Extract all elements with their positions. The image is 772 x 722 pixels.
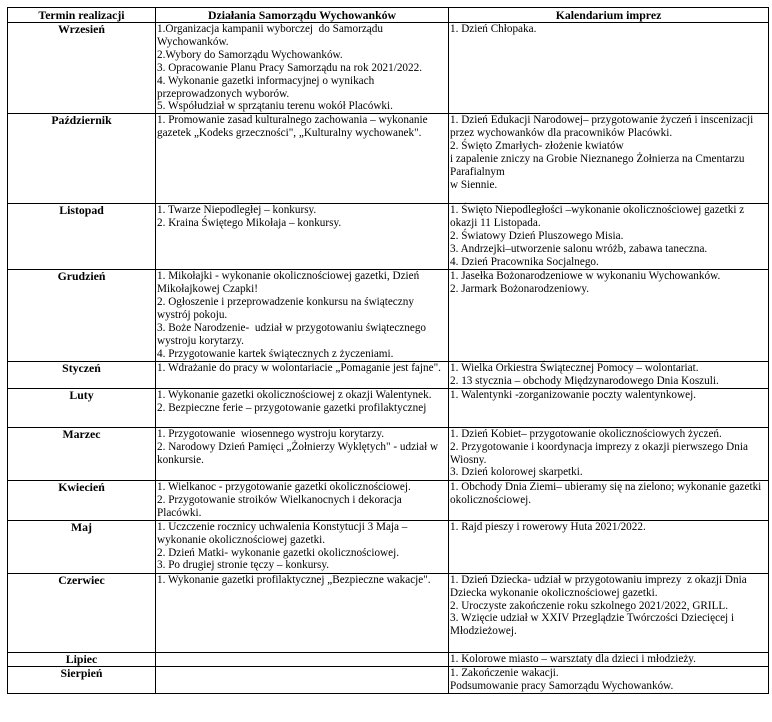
table-row (8, 480, 769, 520)
month-cell: Kwiecień (8, 480, 156, 520)
events-cell (449, 388, 769, 427)
actions-cell (156, 666, 449, 693)
events-cell (449, 361, 769, 388)
actions-list (157, 428, 447, 467)
event-item: 2. Uroczyste zakończenie roku szkolnego 2021/2022, GRILL. (450, 599, 729, 612)
actions-cell (156, 480, 449, 520)
table-row (8, 114, 769, 204)
event-item: 1. Dzień Dziecka- udział w przygotowaniu imprezy z okazji Dnia Dziecka wykonanie okolicznościowej gazetki. (450, 573, 750, 599)
month-cell: Lipiec (8, 652, 156, 666)
table-row (8, 520, 769, 573)
action-item: 1. Twarze Niepodległej – konkursy. (157, 204, 317, 217)
table-row (8, 388, 769, 427)
actions-cell (156, 270, 449, 361)
actions-cell (156, 520, 449, 573)
events-list (450, 204, 767, 269)
event-item: Podsumowanie pracy Samorządu Wychowanków. (450, 679, 674, 692)
events-list (450, 481, 767, 507)
table-row (8, 361, 769, 388)
event-item: 2. Jarmark Bożonarodzeniowy. (450, 283, 590, 296)
actions-list (157, 23, 447, 113)
event-item: i zapalenie zniczy na Grobie Nieznanego Żołnierza na Cmentarzu Parafialnym (450, 153, 748, 178)
action-item: 1. Wykonanie gazetki profilaktycznej „Bezpieczne wakacje". (157, 573, 431, 586)
actions-cell (156, 427, 449, 480)
action-item: 4. Wykonanie gazetki informacyjnej o wynikach przeprowadzonych wyborów. (157, 74, 378, 100)
events-list (450, 653, 767, 666)
header-dzialania: Działania Samorządu Wychowanków (156, 8, 449, 23)
header-row (8, 8, 769, 23)
action-item: 1. Przygotowanie wiosennego wystroju korytarzy. (157, 427, 385, 440)
actions-list (157, 389, 447, 415)
table-row (8, 652, 769, 666)
event-item: 1. Dzień Chłopaka. (450, 23, 537, 35)
event-item: 3. Andrzejki–utworzenie salonu wróżb, zabawa taneczna. (450, 243, 708, 256)
actions-cell (156, 573, 449, 652)
actions-list (157, 114, 447, 140)
event-item: 1. Zakończenie wakacji. (450, 666, 559, 679)
month-cell: Grudzień (8, 270, 156, 361)
events-list (450, 114, 767, 191)
actions-list (157, 574, 447, 587)
events-list (450, 667, 767, 693)
events-cell (449, 270, 769, 361)
action-item: 3. Po drugiej stronie tęczy – konkursy. (157, 559, 330, 572)
event-item: w Siennie. (450, 178, 498, 191)
actions-cell (156, 23, 449, 114)
events-cell (449, 204, 769, 270)
month-cell: Czerwiec (8, 573, 156, 652)
action-item: 1. Uczczenie rocznicy uchwalenia Konstytucji 3 Maja – wykonanie okolicznościowej gazetki. (157, 520, 411, 546)
events-cell (449, 666, 769, 693)
event-item: 1. Obchody Dnia Ziemi– ubieramy się na zielono; wykonanie gazetki okolicznościowej. (450, 480, 765, 506)
action-item: 3. Opracowanie Planu Pracy Samorządu na rok 2021/2022. (157, 61, 423, 74)
month-cell: Październik (8, 114, 156, 204)
actions-cell (156, 388, 449, 427)
month-cell: Maj (8, 520, 156, 573)
actions-list (157, 521, 447, 573)
month-cell: Sierpień (8, 666, 156, 693)
action-item: 2. Ogłoszenie i przeprowadzenie konkursu na świąteczny wystrój pokoju. (157, 296, 417, 322)
event-item: 1. Wielka Orkiestra Świątecznej Pomocy – wolontariat. (450, 361, 699, 374)
month-cell: Wrzesień (8, 23, 156, 114)
event-item: 2. 13 stycznia – obchody Międzynarodowego Dnia Koszuli. (450, 374, 719, 387)
events-list (450, 521, 767, 534)
plan-table (7, 7, 769, 694)
table-row (8, 204, 769, 270)
action-item: 1. Wielkanoc - przygotowanie gazetki okolicznościowej. (157, 480, 411, 493)
event-item: 1. Dzień Kobiet– przygotowanie okolicznościowych życzeń. (450, 427, 722, 440)
actions-list (157, 204, 447, 230)
table-row (8, 23, 769, 114)
action-item: 1.Organizacja kampanii wyborczej do Samorządu Wychowanków. (157, 23, 386, 48)
action-item: 2. Kraina Świętego Mikołaja – konkursy. (157, 217, 342, 230)
actions-list (157, 481, 447, 520)
action-item: 5. Współudział w sprzątaniu terenu wokół Placówki. (157, 100, 393, 113)
events-list (450, 270, 767, 296)
table-row (8, 573, 769, 652)
action-item: 1. Mikołajki - wykonanie okolicznościowej gazetki, Dzień Mikołajkowej Czapki! (157, 270, 423, 296)
event-item: 2. Światowy Dzień Pluszowego Misia. (450, 230, 624, 243)
action-item: 2. Narodowy Dzień Pamięci „Żołnierzy Wyklętych" - udział w konkursie. (157, 440, 441, 466)
table-row (8, 427, 769, 480)
event-item: 1. Rajd pieszy i rowerowy Huta 2021/2022. (450, 520, 646, 533)
month-cell: Styczeń (8, 361, 156, 388)
events-cell (449, 480, 769, 520)
events-cell (449, 23, 769, 114)
actions-cell (156, 204, 449, 270)
header-kalendarium: Kalendarium imprez (449, 8, 769, 23)
header-termin: Termin realizacji (8, 8, 156, 23)
table-body (8, 23, 769, 694)
event-item: 1. Jasełka Bożonarodzeniowe w wykonaniu Wychowanków. (450, 270, 721, 283)
event-item: 3. Wzięcie udział w XXIV Przeglądzie Twórczości Dziecięcej i Młodzieżowej. (450, 612, 737, 638)
event-item: 2. Święto Zmarłych- złożenie kwiatów (450, 140, 624, 153)
month-cell: Luty (8, 388, 156, 427)
action-item: 2. Bezpieczne ferie – przygotowanie gazetki profilaktycznej (157, 401, 427, 414)
event-item: 4. Dzień Pracownika Socjalnego. (450, 255, 599, 268)
event-item: 1. Dzień Edukacji Narodowej– przygotowanie życzeń i inscenizacji przez wychowanków dla pracowników Placówki. (450, 114, 756, 140)
events-list (450, 23, 767, 36)
events-cell (449, 520, 769, 573)
events-cell (449, 114, 769, 204)
action-item: 1. Promowanie zasad kulturalnego zachowania – wykonanie gazetek „Kodeks grzeczności", „Kulturalny wychowanek". (157, 114, 431, 140)
action-item: 2. Dzień Matki- wykonanie gazetki okolicznościowej. (157, 546, 400, 559)
action-item: 1. Wdrażanie do pracy w wolontariacie „Pomaganie jest fajne". (157, 361, 441, 374)
event-item: 1. Kolorowe miasto – warsztaty dla dzieci i młodzieży. (450, 652, 696, 665)
event-item: 1. Święto Niepodległości –wykonanie okolicznościowej gazetki z okazji 11 Listopada. (450, 204, 748, 230)
table-row (8, 666, 769, 693)
action-item: 4. Przygotowanie kartek świątecznych z życzeniami. (157, 347, 394, 360)
month-cell: Marzec (8, 427, 156, 480)
events-list (450, 428, 767, 480)
event-item: 3. Dzień kolorowej skarpetki. (450, 466, 583, 479)
events-cell (449, 573, 769, 652)
actions-list (157, 362, 447, 375)
actions-cell (156, 652, 449, 666)
events-cell (449, 652, 769, 666)
action-item: 3. Boże Narodzenie- udział w przygotowaniu świątecznego wystroju korytarzy. (157, 321, 429, 347)
action-item: 2. Przygotowanie stroików Wielkanocnych i dekoracja Placówki. (157, 493, 405, 519)
events-list (450, 574, 767, 639)
event-item: 1. Walentynki -zorganizowanie poczty walentynkowej. (450, 388, 696, 401)
table-row (8, 270, 769, 361)
events-list (450, 362, 767, 388)
actions-cell (156, 361, 449, 388)
action-item: 2.Wybory do Samorządu Wychowanków. (157, 48, 343, 61)
month-cell: Listopad (8, 204, 156, 270)
events-list (450, 389, 767, 402)
actions-cell (156, 114, 449, 204)
events-cell (449, 427, 769, 480)
action-item: 1. Wykonanie gazetki okolicznościowej z okazji Walentynek. (157, 388, 432, 401)
event-item: 2. Przygotowanie i koordynacja imprezy z okazji pierwszego Dnia Wiosny. (450, 440, 751, 466)
actions-list (157, 270, 447, 360)
